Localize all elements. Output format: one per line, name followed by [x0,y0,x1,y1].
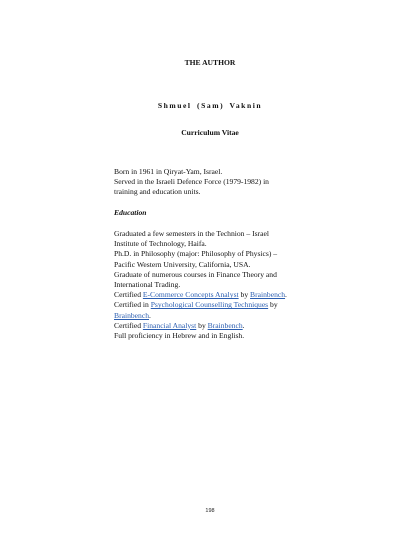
finance-line-cont: International Trading. [114,280,181,290]
intro-paragraph [114,167,364,198]
financial-analyst-link[interactable]: Financial Analyst [142,320,197,330]
phd-line: Ph.D. in Philosophy (major: Philosophy of Physics) – [114,249,278,259]
cert-end: . [242,320,245,330]
languages-line: Full proficiency in Hebrew and in English. [114,331,245,341]
cert-by: by [196,320,208,330]
service-line: Served in the Israeli Defence Force (1979-1982) in [114,177,269,187]
finance-line: Graduate of numerous courses in Finance Theory and [114,269,277,279]
education-paragraph [114,229,364,341]
certification-financial [114,321,364,331]
cert-end: . [285,290,287,300]
cert-by: by [268,300,278,310]
cv-heading: Curriculum Vitae [181,128,239,137]
certification-counselling [114,300,364,310]
technion-line: Graduated a few semesters in the Technion – Israel [114,229,269,238]
birth-line: Born in 1961 in Qiryat-Yam, Israel. [114,167,223,176]
brainbench-link[interactable]: Brainbench [114,310,150,320]
technion-line-cont: Institute of Technology, Haifa. [114,239,207,249]
brainbench-link[interactable]: Brainbench [250,290,286,300]
page-number: 198 [205,508,215,514]
cert-by: by [238,290,251,300]
cert-prefix: Certified in [114,300,151,310]
counselling-techniques-link[interactable]: Psychological Counselling Techniques [150,300,269,310]
cert-prefix: Certified [114,290,143,300]
certification-ecommerce [114,290,364,300]
brainbench-link[interactable]: Brainbench [207,320,243,330]
cert-end: . [149,310,151,320]
cert-prefix: Certified [114,320,143,330]
author-name: Shmuel (Sam) Vaknin [157,101,263,110]
ecommerce-analyst-link[interactable]: E-Commerce Concepts Analyst [142,290,239,300]
certification-counselling-cont [114,311,364,321]
page-title: THE AUTHOR [184,58,236,67]
service-line-cont: training and education units. [114,187,201,197]
education-heading: Education [114,208,147,217]
phd-line-cont: Pacific Western University, California, USA. [114,259,251,269]
